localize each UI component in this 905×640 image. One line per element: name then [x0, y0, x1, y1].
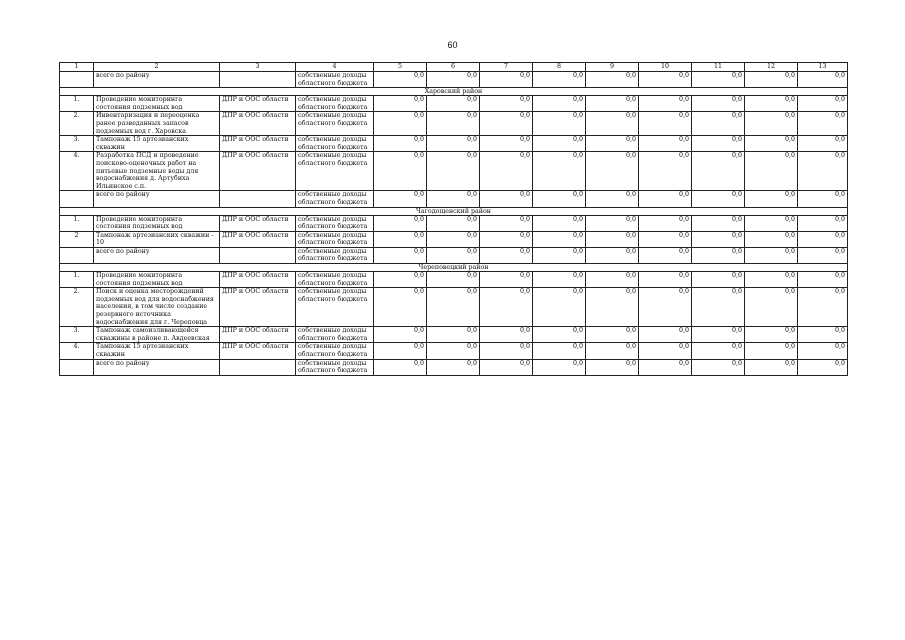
amount-cell: 0,0 — [692, 359, 745, 375]
amount-cell: 0,0 — [798, 327, 848, 343]
row-number: 1. — [60, 96, 94, 112]
amount-cell: 0,0 — [639, 152, 692, 191]
amount-cell: 0,0 — [798, 72, 848, 88]
column-header: 12 — [745, 63, 798, 72]
district-title: Харовский район — [60, 88, 848, 96]
amount-cell: 0,0 — [745, 72, 798, 88]
district-total-row — [60, 72, 848, 88]
amount-cell: 0,0 — [692, 231, 745, 247]
row-number: 4. — [60, 343, 94, 359]
amount-cell: 0,0 — [692, 247, 745, 263]
measure-name: Поиск и оценка месторождений подземных вод для водоснабжения населения, в том числе создание резервного источника водоснабжения для г. Череповца — [94, 288, 220, 327]
funding-source: собственные доходы областного бюджета — [296, 136, 374, 152]
amount-cell: 0,0 — [586, 288, 639, 327]
district-title: Чагодощенский район — [60, 207, 848, 215]
measure-name: Тампонаж самоизливающейся скважины в районе п. Авдеевская — [94, 327, 220, 343]
amount-cell: 0,0 — [374, 96, 427, 112]
amount-cell: 0,0 — [692, 72, 745, 88]
amount-cell: 0,0 — [374, 191, 427, 207]
amount-cell: 0,0 — [639, 247, 692, 263]
amount-cell: 0,0 — [374, 152, 427, 191]
amount-cell: 0,0 — [374, 247, 427, 263]
amount-cell: 0,0 — [586, 359, 639, 375]
amount-cell: 0,0 — [586, 152, 639, 191]
row-number: 3. — [60, 136, 94, 152]
amount-cell: 0,0 — [639, 191, 692, 207]
measure-name: всего по району — [94, 72, 220, 88]
amount-cell: 0,0 — [639, 359, 692, 375]
amount-cell: 0,0 — [374, 327, 427, 343]
amount-cell: 0,0 — [745, 231, 798, 247]
amount-cell: 0,0 — [533, 359, 586, 375]
column-header: 13 — [798, 63, 848, 72]
amount-cell: 0,0 — [374, 359, 427, 375]
funding-source: собственные доходы областного бюджета — [296, 112, 374, 136]
district-row — [60, 264, 848, 272]
executor: ДПР и ООС области — [220, 136, 296, 152]
amount-cell: 0,0 — [639, 215, 692, 231]
amount-cell: 0,0 — [798, 112, 848, 136]
amount-cell: 0,0 — [639, 72, 692, 88]
funding-source: собственные доходы областного бюджета — [296, 359, 374, 375]
amount-cell: 0,0 — [692, 112, 745, 136]
executor — [220, 247, 296, 263]
amount-cell: 0,0 — [692, 96, 745, 112]
amount-cell: 0,0 — [745, 112, 798, 136]
executor: ДПР и ООС области — [220, 215, 296, 231]
measure-name: всего по району — [94, 191, 220, 207]
executor — [220, 359, 296, 375]
executor — [220, 191, 296, 207]
amount-cell: 0,0 — [798, 343, 848, 359]
amount-cell: 0,0 — [427, 136, 480, 152]
row-number: 1. — [60, 215, 94, 231]
amount-cell: 0,0 — [798, 191, 848, 207]
funding-source: собственные доходы областного бюджета — [296, 72, 374, 88]
amount-cell: 0,0 — [798, 231, 848, 247]
amount-cell: 0,0 — [692, 288, 745, 327]
district-title: Череповецкий район — [60, 264, 848, 272]
amount-cell: 0,0 — [480, 191, 533, 207]
measure-name: Проведение мониторинга состояния подземных вод — [94, 272, 220, 288]
funding-source: собственные доходы областного бюджета — [296, 247, 374, 263]
amount-cell: 0,0 — [427, 272, 480, 288]
amount-cell: 0,0 — [533, 231, 586, 247]
funding-source: собственные доходы областного бюджета — [296, 343, 374, 359]
executor: ДПР и ООС области — [220, 327, 296, 343]
executor — [220, 72, 296, 88]
row-number: 1. — [60, 272, 94, 288]
amount-cell: 0,0 — [586, 191, 639, 207]
measure-name: Разработка ПСД и проведение поисково-оценочных работ на питьевые подземные воды для водоснабжения д. Артубиха Ильинское с.п. — [94, 152, 220, 191]
amount-cell: 0,0 — [798, 288, 848, 327]
amount-cell: 0,0 — [533, 272, 586, 288]
column-header: 10 — [639, 63, 692, 72]
amount-cell: 0,0 — [427, 152, 480, 191]
amount-cell: 0,0 — [480, 288, 533, 327]
amount-cell: 0,0 — [374, 288, 427, 327]
amount-cell: 0,0 — [427, 327, 480, 343]
executor: ДПР и ООС области — [220, 152, 296, 191]
amount-cell: 0,0 — [745, 96, 798, 112]
amount-cell: 0,0 — [480, 327, 533, 343]
row-number — [60, 72, 94, 88]
district-total-row — [60, 247, 848, 263]
table-body — [60, 63, 848, 376]
row-number — [60, 247, 94, 263]
measure-row — [60, 272, 848, 288]
amount-cell: 0,0 — [586, 136, 639, 152]
column-header: 7 — [480, 63, 533, 72]
measure-name: Тампонаж артезианских скважин - 10 — [94, 231, 220, 247]
amount-cell: 0,0 — [745, 136, 798, 152]
amount-cell: 0,0 — [427, 112, 480, 136]
amount-cell: 0,0 — [480, 112, 533, 136]
column-header: 1 — [60, 63, 94, 72]
amount-cell: 0,0 — [480, 136, 533, 152]
amount-cell: 0,0 — [480, 96, 533, 112]
amount-cell: 0,0 — [480, 72, 533, 88]
amount-cell: 0,0 — [374, 343, 427, 359]
amount-cell: 0,0 — [533, 112, 586, 136]
amount-cell: 0,0 — [533, 136, 586, 152]
amount-cell: 0,0 — [692, 215, 745, 231]
amount-cell: 0,0 — [480, 215, 533, 231]
amount-cell: 0,0 — [586, 327, 639, 343]
amount-cell: 0,0 — [586, 72, 639, 88]
measure-row — [60, 136, 848, 152]
amount-cell: 0,0 — [745, 288, 798, 327]
amount-cell: 0,0 — [692, 136, 745, 152]
amount-cell: 0,0 — [374, 136, 427, 152]
column-header: 5 — [374, 63, 427, 72]
amount-cell: 0,0 — [533, 343, 586, 359]
measure-name: Тампонаж 15 артезианских скважин — [94, 136, 220, 152]
amount-cell: 0,0 — [374, 231, 427, 247]
amount-cell: 0,0 — [586, 247, 639, 263]
amount-cell: 0,0 — [745, 152, 798, 191]
amount-cell: 0,0 — [745, 247, 798, 263]
amount-cell: 0,0 — [374, 72, 427, 88]
executor: ДПР и ООС области — [220, 343, 296, 359]
row-number: 2. — [60, 112, 94, 136]
amount-cell: 0,0 — [533, 327, 586, 343]
amount-cell: 0,0 — [639, 327, 692, 343]
amount-cell: 0,0 — [480, 152, 533, 191]
header-row — [60, 63, 848, 72]
amount-cell: 0,0 — [427, 72, 480, 88]
amount-cell: 0,0 — [692, 152, 745, 191]
executor: ДПР и ООС области — [220, 288, 296, 327]
measure-row — [60, 231, 848, 247]
amount-cell: 0,0 — [586, 96, 639, 112]
executor: ДПР и ООС области — [220, 272, 296, 288]
funding-source: собственные доходы областного бюджета — [296, 272, 374, 288]
amount-cell: 0,0 — [639, 231, 692, 247]
funding-source: собственные доходы областного бюджета — [296, 215, 374, 231]
amount-cell: 0,0 — [480, 359, 533, 375]
amount-cell: 0,0 — [639, 136, 692, 152]
amount-cell: 0,0 — [533, 247, 586, 263]
amount-cell: 0,0 — [427, 231, 480, 247]
funding-source: собственные доходы областного бюджета — [296, 96, 374, 112]
measure-name: всего по району — [94, 247, 220, 263]
amount-cell: 0,0 — [533, 191, 586, 207]
amount-cell: 0,0 — [427, 96, 480, 112]
amount-cell: 0,0 — [692, 327, 745, 343]
amount-cell: 0,0 — [480, 343, 533, 359]
measure-row — [60, 343, 848, 359]
amount-cell: 0,0 — [374, 215, 427, 231]
amount-cell: 0,0 — [639, 112, 692, 136]
amount-cell: 0,0 — [586, 231, 639, 247]
amount-cell: 0,0 — [374, 112, 427, 136]
amount-cell: 0,0 — [533, 72, 586, 88]
measure-row — [60, 96, 848, 112]
amount-cell: 0,0 — [639, 272, 692, 288]
amount-cell: 0,0 — [798, 152, 848, 191]
column-header: 3 — [220, 63, 296, 72]
amount-cell: 0,0 — [533, 96, 586, 112]
amount-cell: 0,0 — [745, 359, 798, 375]
measure-name: Проведение мониторинга состояния подземных вод — [94, 96, 220, 112]
column-header: 4 — [296, 63, 374, 72]
row-number: 2 — [60, 231, 94, 247]
amount-cell: 0,0 — [427, 215, 480, 231]
measure-row — [60, 288, 848, 327]
amount-cell: 0,0 — [480, 247, 533, 263]
amount-cell: 0,0 — [533, 288, 586, 327]
row-number: 4. — [60, 152, 94, 191]
amount-cell: 0,0 — [533, 215, 586, 231]
measure-row — [60, 112, 848, 136]
executor: ДПР и ООС области — [220, 231, 296, 247]
column-header: 11 — [692, 63, 745, 72]
amount-cell: 0,0 — [480, 272, 533, 288]
budget-table — [59, 62, 848, 376]
amount-cell: 0,0 — [586, 343, 639, 359]
amount-cell: 0,0 — [586, 215, 639, 231]
column-header: 2 — [94, 63, 220, 72]
measure-row — [60, 152, 848, 191]
amount-cell: 0,0 — [427, 191, 480, 207]
measure-name: Инвентаризация и переоценка ранее разведанных запасов подземных вод г. Харовска — [94, 112, 220, 136]
amount-cell: 0,0 — [798, 247, 848, 263]
amount-cell: 0,0 — [745, 191, 798, 207]
district-row — [60, 88, 848, 96]
amount-cell: 0,0 — [692, 191, 745, 207]
column-header: 8 — [533, 63, 586, 72]
district-total-row — [60, 191, 848, 207]
funding-source: собственные доходы областного бюджета — [296, 231, 374, 247]
amount-cell: 0,0 — [798, 215, 848, 231]
measure-name: Тампонаж 15 артезианских скважин — [94, 343, 220, 359]
amount-cell: 0,0 — [374, 272, 427, 288]
row-number: 3. — [60, 327, 94, 343]
amount-cell: 0,0 — [427, 288, 480, 327]
amount-cell: 0,0 — [586, 112, 639, 136]
funding-source: собственные доходы областного бюджета — [296, 191, 374, 207]
amount-cell: 0,0 — [639, 288, 692, 327]
amount-cell: 0,0 — [692, 343, 745, 359]
page-number: 60 — [447, 40, 458, 50]
funding-source: собственные доходы областного бюджета — [296, 327, 374, 343]
executor: ДПР и ООС области — [220, 112, 296, 136]
amount-cell: 0,0 — [745, 272, 798, 288]
measure-name: Проведение мониторинга состояния подземных вод — [94, 215, 220, 231]
measure-row — [60, 215, 848, 231]
measure-name: всего по району — [94, 359, 220, 375]
amount-cell: 0,0 — [798, 359, 848, 375]
district-row — [60, 207, 848, 215]
amount-cell: 0,0 — [692, 272, 745, 288]
amount-cell: 0,0 — [427, 343, 480, 359]
executor: ДПР и ООС области — [220, 96, 296, 112]
column-header: 6 — [427, 63, 480, 72]
amount-cell: 0,0 — [639, 96, 692, 112]
amount-cell: 0,0 — [798, 96, 848, 112]
funding-source: собственные доходы областного бюджета — [296, 152, 374, 191]
funding-source: собственные доходы областного бюджета — [296, 288, 374, 327]
row-number — [60, 359, 94, 375]
amount-cell: 0,0 — [798, 272, 848, 288]
amount-cell: 0,0 — [798, 136, 848, 152]
measure-row — [60, 327, 848, 343]
amount-cell: 0,0 — [745, 343, 798, 359]
amount-cell: 0,0 — [745, 215, 798, 231]
amount-cell: 0,0 — [745, 327, 798, 343]
amount-cell: 0,0 — [480, 231, 533, 247]
row-number — [60, 191, 94, 207]
amount-cell: 0,0 — [427, 247, 480, 263]
row-number: 2. — [60, 288, 94, 327]
district-total-row — [60, 359, 848, 375]
column-header: 9 — [586, 63, 639, 72]
amount-cell: 0,0 — [586, 272, 639, 288]
amount-cell: 0,0 — [427, 359, 480, 375]
amount-cell: 0,0 — [533, 152, 586, 191]
amount-cell: 0,0 — [639, 343, 692, 359]
